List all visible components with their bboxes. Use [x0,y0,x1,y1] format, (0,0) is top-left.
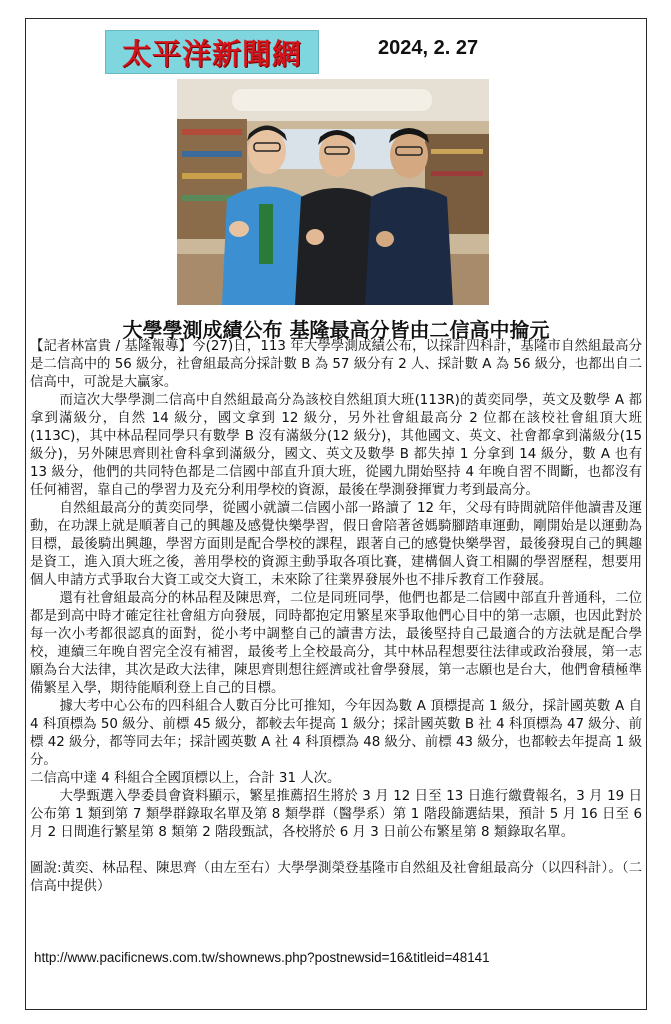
masthead-logo [105,30,319,74]
source-url[interactable]: http://www.pacificnews.com.tw/shownews.php?postnewsid=16&titleid=48141 [34,950,490,965]
photo-caption: 圖說:黃奕、林品程、陳思齊（由左至右）大學學測榮登基隆市自然組及社會組最高分（以四科計）。（二信高中提供） [30,861,642,894]
body-paragraph: 二信高中達 4 科組合全國頂標以上，合計 31 人次。 [30,771,341,786]
article-body [30,338,642,896]
body-paragraph: 而這次大學學測二信高中自然組最高分為該校自然組頂大班(113R)的黃奕同學，英文及數學 A 都拿到滿級分，自然 14 級分，國文拿到 12 級分，另外社會組最高分 2 位都在該校社會組頂大班(113C)，其中林品程同學只有數學 B 沒有滿級分(12 級分)，其他國文、英文、社會都拿到滿級分(15 級分)，另外陳思齊則社會科拿到滿級分，國文、英文及數學 B 都失掉 1 分拿到 14 級分，數 A 也有 13 級分，他們的共同特色都是二信國中部直升頂大班，從國九開始堅持 4 年晚自習不間斷，也都沒有任何補習，靠自己的學習力及充分利用學校的資源，最後在學測發揮實力考到最高分。 [30,393,642,498]
article-date: 2024, 2. 27 [378,37,479,59]
body-paragraph: 大學甄選入學委員會資料顯示，繁星推薦招生將於 3 月 12 日至 13 日進行繳費報名，3 月 19 日公布第 1 類到第 7 類學群錄取名單及第 8 類學群（醫學系）第 1 階段篩選結果，預計 5 月 16 日至 6 月 2 日間進行繁星第 8 類第 2 階段甄試，各校將於 6 月 3 日前公布繁星第 8 類錄取名單。 [30,789,642,840]
lead-paragraph: 【記者林富貴 / 基隆報導】今(27)日，113 年大學學測成績公布，以採計四科計，基隆市自然組最高分是二信高中的 56 級分，社會組最高分採計數 B 為 57 級分有 2 人、採計數 A 為 56 級分，也都出自二信高中，可說是大贏家。 [30,339,642,390]
headline: 大學學測成績公布 基隆最高分皆由二信高中掄元 [122,318,550,342]
students-photo-illustration [177,79,489,305]
logo-text: 太平洋新聞網 [121,36,302,71]
body-paragraph: 自然組最高分的黃奕同學，從國小就讀二信國小部一路讀了 12 年，父母有時間就陪伴他讀書及運動，在功課上就是順著自己的興趣及感覺快樂學習，假日會陪著爸媽騎腳踏車運動，剛開始是以運動為目標，最後騎出興趣，學習方面則是配合學校的課程，跟著自己的感覺快樂學習，最後發現自己的興趣是資工，進入頂大班之後，善用學校的資源主動爭取各項比賽，建構個人資工相關的學習歷程，想要用個人申請方式爭取台大資工或交大資工，未來除了往業界發展外也不排斥教育工作發展。 [30,501,642,588]
body-paragraph: 還有社會組最高分的林品程及陳思齊，二位是同班同學，他們也都是二信國中部直升普通科，二位都是到高中時才確定往社會組方向發展，同時都抱定用繁星來爭取他們心目中的第一志願，也因此對於每一次小考都很認真的面對，從小考中調整自己的讀書方法，最後堅持自己最適合的方法就是配合學校，連續三年晚自習完全沒有補習，最後考上全校最高分，其中林品程想要往法律或政治發展，第一志願為台大法律，其次是政大法律，陳思齊則想往經濟或社會學發展，第一志願也是台大，他們會積極準備繁星入學，期待能順利登上自己的目標。 [30,591,642,696]
body-paragraph: 據大考中心公布的四科組合人數百分比可推知，今年因為數 A 頂標提高 1 級分，採計國英數 A 自 4 科頂標為 50 級分、前標 45 級分，都較去年提高 1 級分；採計國英數 B 社 4 科頂標為 47 級分、前標 42 級分，都等同去年；採計國英數 A 社 4 科頂標為 48 級分、前標 43 級分，也都較去年提高 1 級分。 [30,699,642,768]
news-photo [177,79,489,305]
